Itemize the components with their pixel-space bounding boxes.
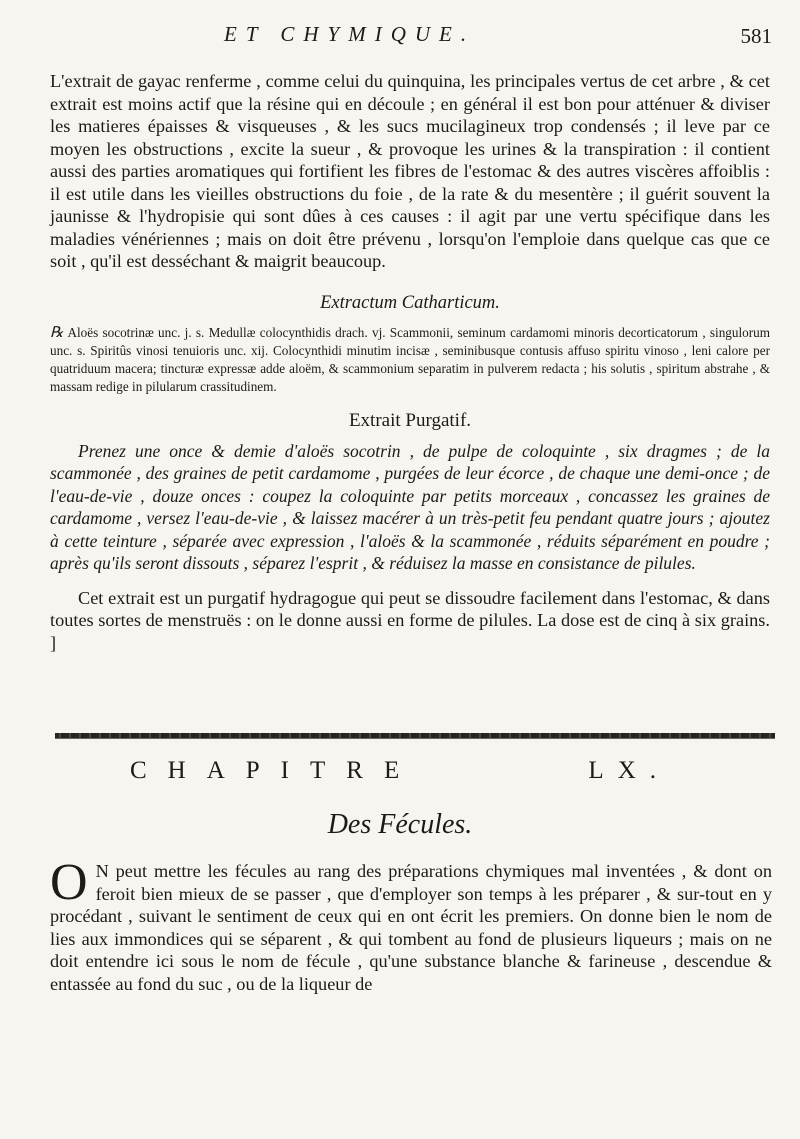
running-title: ET CHYMIQUE.	[224, 22, 476, 46]
paragraph-fecules-text: N peut mettre les fécules au rang des préparations chymiques mal inventées , & dont on feroit bien mieux de se passer , que d'employer son temps à les préparer , & sur-tout en y procédant , suivant le sentiment de ceux qui en ont écrit les premiers. On donne bien le nom de lies aux immondices qui se séparent , & qui tombent au fond de plusieurs liqueurs ; mais on ne doit entendre ici sous le nom de fécule , qu'une substance blanche & farineuse , descendue & entassée au fond du suc , ou de la liqueur de	[50, 861, 772, 994]
page-header	[48, 22, 772, 62]
paragraph-dosage: Cet extrait est un purgatif hydragogue qui peut se dissoudre facilement dans l'estomac, & dans toutes sortes de menstruës : on le donne aussi en forme de pilules. La dose est de cinq à six grains. ]	[50, 587, 770, 653]
chapter-word: CHAPITRE	[130, 757, 421, 784]
ornamental-rule	[55, 733, 775, 739]
drop-cap: O	[50, 854, 88, 911]
main-text	[50, 70, 770, 654]
section-title: Des Fécules.	[327, 809, 473, 840]
french-recipe-heading: Extrait Purgatif.	[348, 409, 472, 431]
latin-recipe-text: Aloës socotrinæ unc. j. s. Medullæ colocynthidis drach. vj. Scammonii, seminum cardamomi minoris decorticatorum , singulorum unc. s. Spiritûs vinosi tenuioris unc. xij. Colocynthidi minutim incisæ , seminibusque contusis affuso spiritu vinoso , leni calore per quatriduum macera; tincturæ expressæ adde aloëm, & scammonium separatim in pulverem redacta ; his solutis , spiritum abstrahe , & massam redige in pilularum crassitudinem.	[50, 324, 770, 394]
chapter-heading	[130, 757, 670, 785]
french-recipe: Prenez une once & demie d'aloës socotrin , de pulpe de coloquinte , six dragmes ; de la scammonée , des graines de petit cardamome , purgées de leur écorce , de chaque une demi-once ; de l'eau-de-vie , douze onces : coupez la coloquinte par petits morceaux , concassez les graines de cardamome , versez l'eau-de-vie , & laissez macérer à un très-petit feu pendant quatre jours ; ajoutez à cette teinture , séparée avec expression , l'aloës & la scammonée , réduits séparément en poudre ; après qu'ils seront dissouts , séparez l'esprit , & réduisez la masse en consistance de pilules.	[50, 440, 770, 573]
page-number: 581	[740, 24, 772, 48]
recipe-symbol: ℞	[50, 324, 64, 341]
paragraph-fecules	[50, 854, 772, 995]
paragraph-gayac-extract: L'extrait de gayac renferme , comme celui du quinquina, les principales vertus de cet arbre , & cet extrait est moins actif que la résine qui en découle ; en général il est bon pour atténuer & diviser les matieres épaisses & visqueuses , & les sucs mucilagineux trop condensés ; il leve par ce moyen les obstructions , excite la sueur , & provoque les urines & la transpiration : il contient aussi des parties aromatiques qui fortifient les fibres de l'estomac & des autres viscères affoiblis : il est utile dans les vieilles obstructions du foie , de la rate & du mesentère ; il guérit souvent la jaunisse & l'hydropisie qui sont dûes à ces causes : il agit par une vertu spécifique dans les maladies vénériennes ; mais on doit être prévenu , lorsqu'on l'emploie dans quelque cas que ce soit , qu'il est desséchant & maigrit beaucoup.	[50, 71, 770, 271]
latin-recipe-heading: Extractum Catharticum.	[320, 292, 500, 313]
latin-recipe	[50, 324, 770, 396]
chapter-number: LX.	[588, 757, 670, 784]
